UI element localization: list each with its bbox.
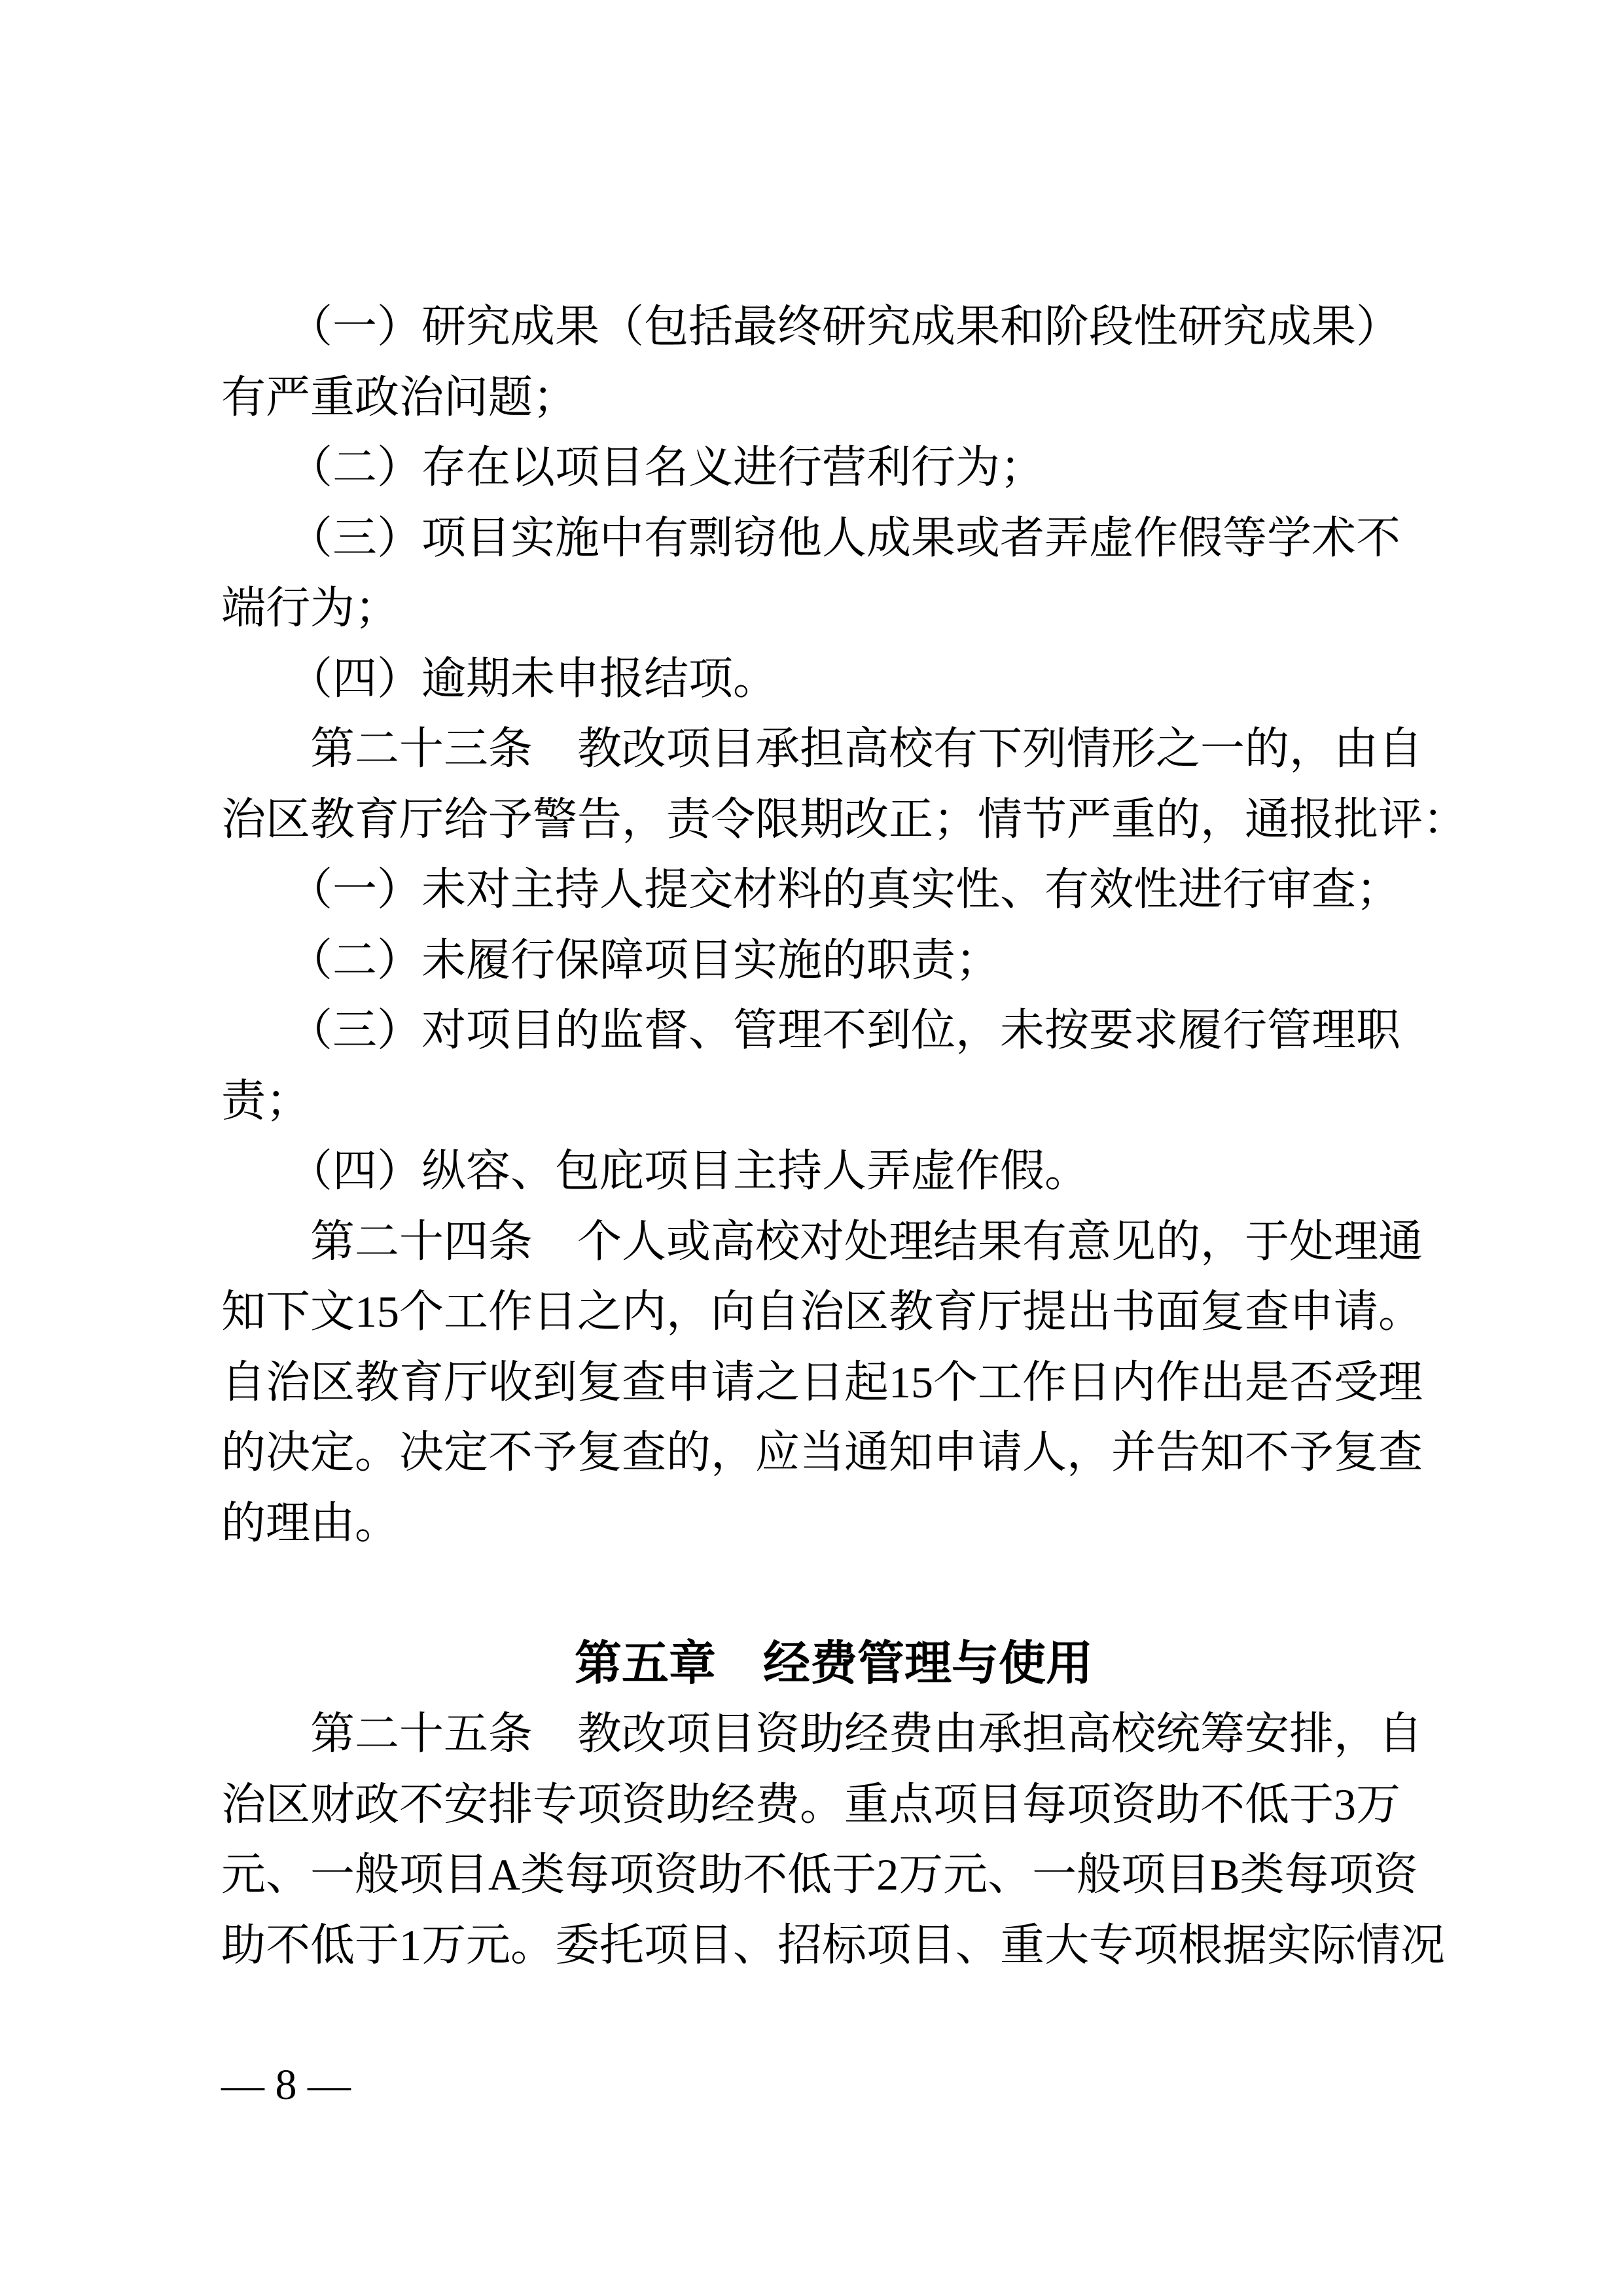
text-line: 元、一般项目A类每项资助不低于2万元、一般项目B类每项资 bbox=[221, 1850, 1418, 1899]
text-line: （四）逾期未申报结项。 bbox=[221, 653, 778, 704]
text-line: （二）存在以项目名义进行营利行为； bbox=[221, 442, 1045, 492]
page-footer bbox=[221, 2059, 351, 2111]
text-line: 自治区教育厅收到复查申请之日起15个工作日内作出是否受理 bbox=[221, 1357, 1423, 1407]
text-line: （三）项目实施中有剽窃他人成果或者弄虚作假等学术不 bbox=[221, 512, 1401, 563]
text-line: 治区财政不安排专项资助经费。重点项目每项资助不低于3万 bbox=[221, 1779, 1401, 1829]
text-line: 治区教育厅给予警告，责令限期改正；情节严重的，通报批评： bbox=[221, 794, 1468, 844]
text-line: 第二十五条 教改项目资助经费由承担高校统筹安排，自 bbox=[221, 1709, 1423, 1759]
text-line: 助不低于1万元。委托项目、招标项目、重大专项根据实际情况 bbox=[221, 1920, 1446, 1970]
text-line: （一）研究成果（包括最终研究成果和阶段性研究成果） bbox=[221, 302, 1401, 351]
text-line: 第二十四条 个人或高校对处理结果有意见的，于处理通 bbox=[221, 1216, 1423, 1266]
text-line: 端行为； bbox=[221, 583, 400, 633]
text-line: 第二十三条 教改项目承担高校有下列情形之一的，由自 bbox=[221, 724, 1423, 774]
text-line: 责； bbox=[221, 1075, 311, 1126]
text-line: 知下文15个工作日之内，向自治区教育厅提出书面复查申请。 bbox=[221, 1287, 1423, 1336]
chapter-heading: 第五章 经费管理与使用 bbox=[574, 1637, 1093, 1690]
text-line: （一）未对主持人提交材料的真实性、有效性进行审查； bbox=[221, 865, 1401, 914]
text-line: （二）未履行保障项目实施的职责； bbox=[221, 935, 1001, 985]
text-line: （三）对项目的监督、管理不到位，未按要求履行管理职 bbox=[221, 1005, 1401, 1055]
document-body bbox=[221, 292, 1468, 1981]
text-line: 的决定。决定不予复查的，应当通知申请人，并告知不予复查 bbox=[221, 1427, 1423, 1477]
text-line: （四）纵容、包庇项目主持人弄虚作假。 bbox=[221, 1146, 1090, 1196]
text-line: 的理由。 bbox=[221, 1498, 400, 1548]
text-line: 有严重政治问题； bbox=[221, 372, 578, 422]
page-number: — 8 — bbox=[221, 2061, 351, 2109]
